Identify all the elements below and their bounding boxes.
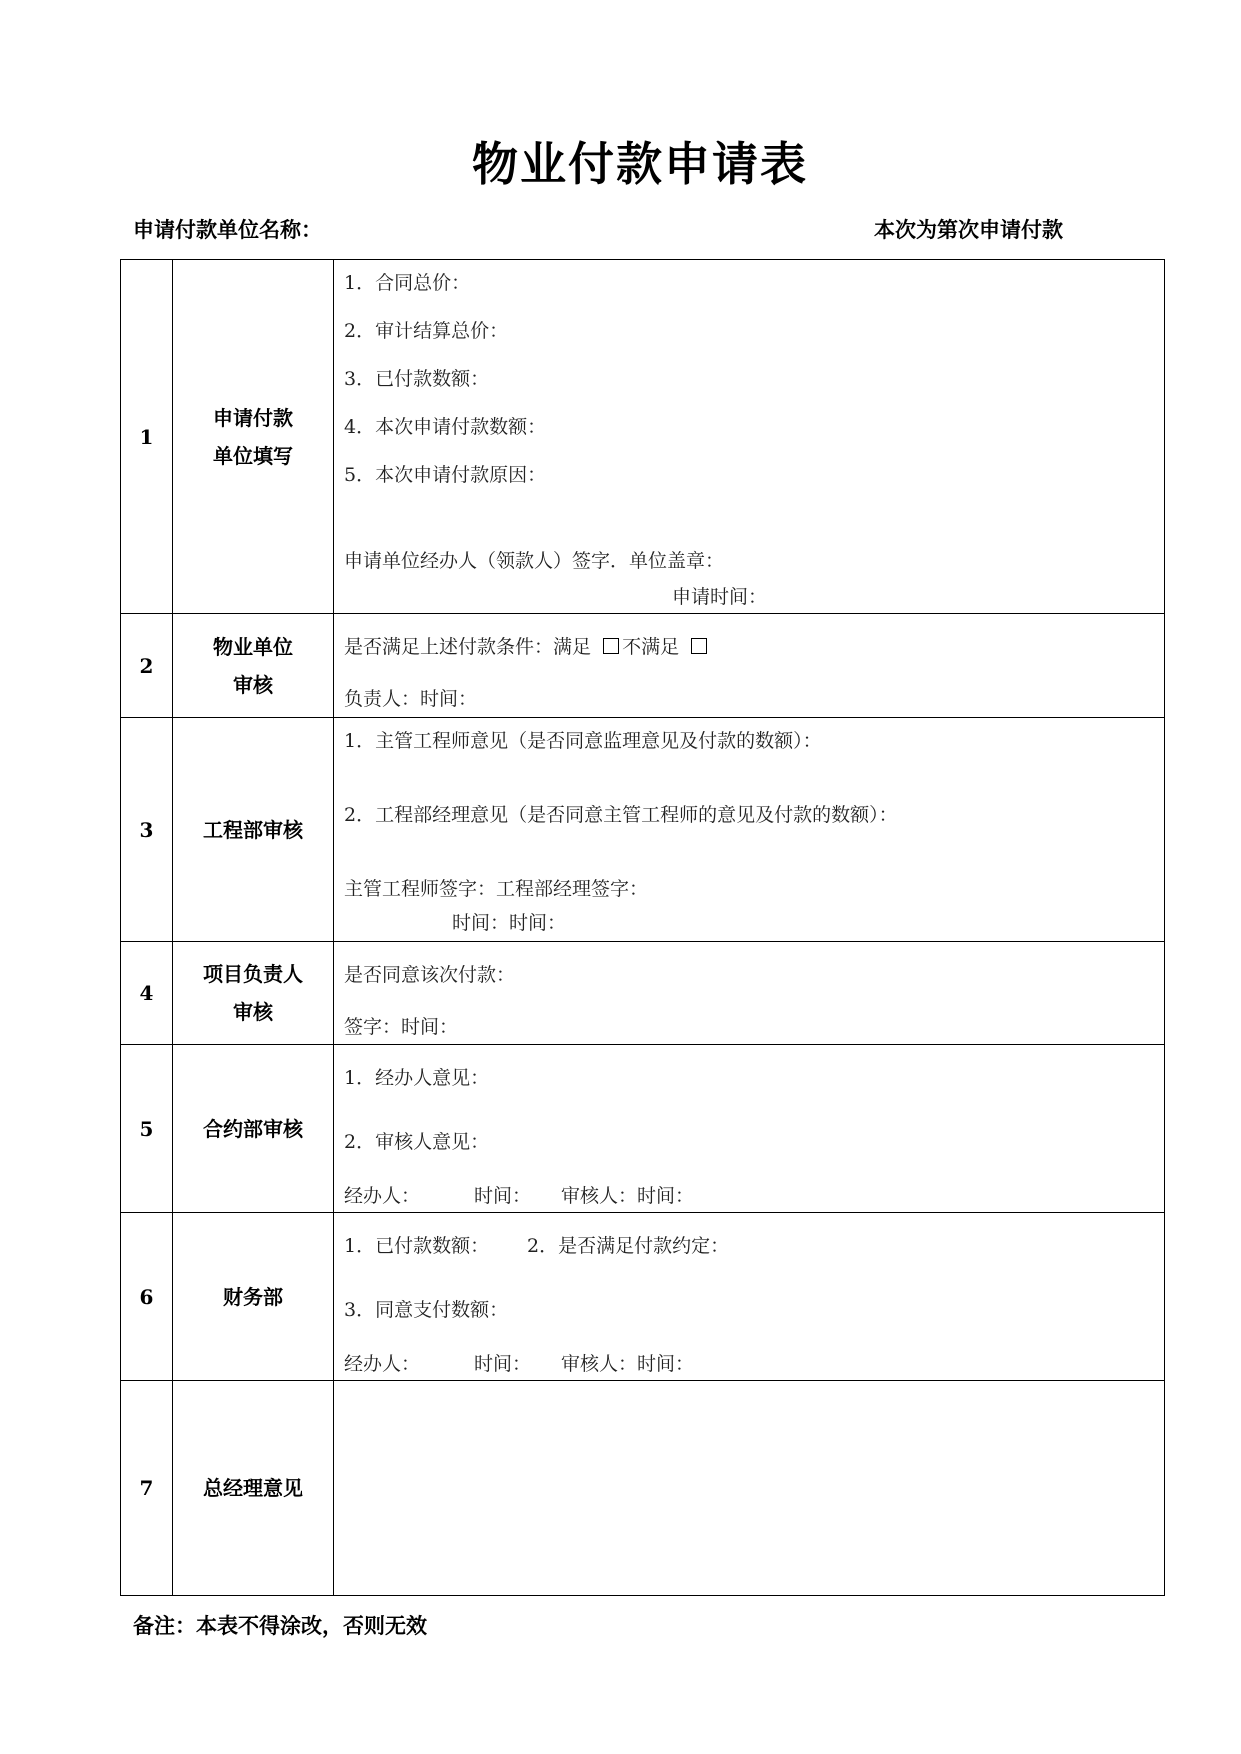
property-signature-line: 负责人：时间：: [344, 688, 478, 710]
content-cell-contracts[interactable]: [334, 1045, 1165, 1213]
dept-label: 单位填写: [213, 443, 293, 468]
handler-signature-label: 经办人：: [344, 1185, 421, 1207]
form-row-6: [121, 1213, 1165, 1381]
application-time-line: 申请时间：: [672, 586, 768, 608]
form-row-7: [121, 1381, 1165, 1596]
handler-time-label: 时间：: [474, 1353, 532, 1375]
dept-cell-engineering: [173, 718, 334, 942]
content-cell-engineering[interactable]: [334, 718, 1165, 942]
handler-time-label: 时间：: [474, 1185, 532, 1207]
row-number: 7: [121, 1381, 173, 1596]
handler-opinion-field: 1．经办人意见：: [344, 1067, 490, 1089]
request-reason-field: 5．本次申请付款原因：: [344, 464, 547, 486]
finance-terms-field: 2．是否满足付款约定：: [527, 1235, 730, 1257]
no-checkbox[interactable]: [691, 638, 707, 654]
dept-label: 物业单位: [213, 634, 293, 659]
project-lead-signature-line: 签字：时间：: [344, 1016, 459, 1038]
engineering-time-line: 时间：时间：: [452, 912, 567, 934]
reviewer-signature-label: 审核人：时间：: [561, 1353, 695, 1375]
contract-total-field: 1．合同总价：: [344, 272, 471, 294]
engineer-opinion-field: 1．主管工程师意见（是否同意监理意见及付款的数额）：: [344, 730, 822, 752]
engineering-signature-line: 主管工程师签字：工程部经理签字：: [344, 878, 649, 900]
row-number: 6: [121, 1213, 173, 1381]
approve-payment-question: 是否同意该次付款：: [344, 964, 516, 986]
content-cell-project-lead[interactable]: [334, 942, 1165, 1045]
conditions-question: [344, 632, 710, 659]
dept-label: 合约部审核: [203, 1116, 303, 1141]
dept-cell-finance: [173, 1213, 334, 1381]
form-row-3: [121, 718, 1165, 942]
dept-cell-project-lead: [173, 942, 334, 1045]
dept-cell-general-manager: [173, 1381, 334, 1596]
manager-opinion-field: 2．工程部经理意见（是否同意主管工程师的意见及付款的数额）：: [344, 804, 898, 826]
finance-approved-amount-field: 3．同意支付数额：: [344, 1299, 509, 1321]
form-row-1: [121, 260, 1165, 614]
dept-cell-applicant: [173, 260, 334, 614]
dept-label: 总经理意见: [203, 1476, 303, 1500]
content-cell-general-manager[interactable]: [334, 1381, 1165, 1596]
row-number: 5: [121, 1045, 173, 1213]
applicant-signature-line: 申请单位经办人（领款人）签字．单位盖章：: [344, 550, 725, 572]
payment-form-table: [120, 259, 1165, 1596]
dept-label: 财务部: [223, 1284, 283, 1309]
footer-note: 备注：本表不得涂改，否则无效: [133, 1614, 427, 1638]
dept-cell-property: [173, 614, 334, 718]
handler-signature-label: 经办人：: [344, 1353, 421, 1375]
content-cell-property[interactable]: [334, 614, 1165, 718]
audit-total-field: 2．审计结算总价：: [344, 320, 509, 342]
request-amount-field: 4．本次申请付款数额：: [344, 416, 547, 438]
dept-label: 审核: [233, 1000, 273, 1024]
finance-paid-amount-field: 1．已付款数额：: [344, 1235, 490, 1257]
yes-checkbox[interactable]: [603, 638, 619, 654]
row-number: 3: [121, 718, 173, 942]
form-row-4: [121, 942, 1165, 1045]
form-row-2: [121, 614, 1165, 718]
no-option-label: 不满足: [622, 636, 680, 658]
reviewer-opinion-field: 2．审核人意见：: [344, 1131, 490, 1153]
dept-label: 申请付款: [213, 405, 293, 430]
reviewer-signature-label: 审核人：时间：: [561, 1185, 695, 1207]
row-number: 1: [121, 260, 173, 614]
row-number: 4: [121, 942, 173, 1045]
content-cell-finance[interactable]: [334, 1213, 1165, 1381]
dept-label: 审核: [233, 672, 273, 697]
page-title: 物业付款申请表: [472, 137, 808, 191]
applicant-unit-label: 申请付款单位名称：: [133, 218, 322, 242]
dept-label: 项目负责人: [203, 962, 303, 986]
dept-label: 工程部审核: [203, 817, 303, 842]
dept-cell-contracts: [173, 1045, 334, 1213]
conditions-question-label: 是否满足上述付款条件：满足: [344, 636, 592, 658]
form-row-5: [121, 1045, 1165, 1213]
content-cell-applicant[interactable]: [334, 260, 1165, 614]
row-number: 2: [121, 614, 173, 718]
paid-amount-field: 3．已付款数额：: [344, 368, 490, 390]
application-count-label: 本次为第次申请付款: [874, 218, 1063, 242]
